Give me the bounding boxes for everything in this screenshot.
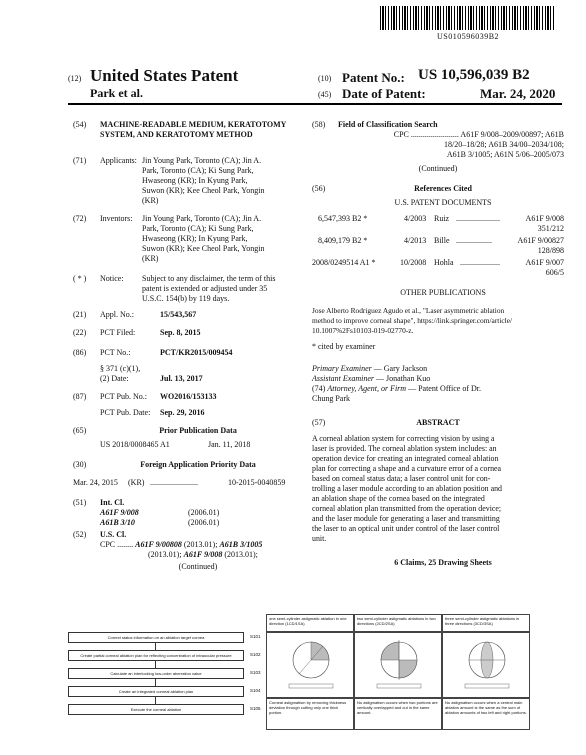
date-of-patent-label: Date of Patent: bbox=[342, 86, 426, 101]
table-footer: No astigmatism occurs when a central main ablation amount is the same as the sum of ablation amounts of two left and right portions. bbox=[442, 698, 530, 730]
document-type: United States Patent bbox=[90, 66, 239, 85]
table-footer: No astigmatism occurs when two portions are vertically overlapped and cut in the same amount. bbox=[354, 698, 442, 730]
flow-step: Create partial corneal ablation plan for reflecting concentration of intraocular pressure bbox=[68, 650, 244, 661]
uscl-line-1: CPC ........ A61F 9/00808 (2013.01); A61B 3/1005 bbox=[100, 540, 263, 549]
code-87: (87) bbox=[73, 392, 87, 401]
pct-number: PCT/KR2015/009454 bbox=[160, 348, 233, 357]
patent-no-label: Patent No.: bbox=[342, 70, 405, 85]
pct-pub-date: Sep. 29, 2016 bbox=[160, 408, 205, 417]
appl-number: 15/543,567 bbox=[160, 310, 197, 319]
flow-step-label: S104 bbox=[250, 688, 261, 693]
notice-value: Subject to any disclaimer, the term of this patent is extended or adjusted under 35 U.S.C. 154(b) by 119 days. bbox=[142, 274, 276, 303]
code-12: (12) bbox=[68, 74, 82, 83]
flow-step: Execute the corneal ablation bbox=[68, 704, 244, 715]
pct-filed-label: PCT Filed: bbox=[100, 328, 136, 337]
intcl-label: Int. Cl. bbox=[100, 498, 125, 507]
ablation-diagram-3 bbox=[445, 634, 529, 696]
ablation-diagram-1 bbox=[269, 634, 353, 696]
table-header: one semi-cylinder astigmatic ablation in one direction (1CD/1SA) bbox=[266, 614, 354, 632]
patent-title: MACHINE-READABLE MEDIUM, KERATOTOMY SYSTEM, AND KERATOTOMY METHOD bbox=[100, 120, 287, 139]
uscl-label: U.S. Cl. bbox=[100, 530, 127, 539]
attorney-continued: Chung Park bbox=[312, 394, 350, 403]
references-heading: References Cited bbox=[414, 184, 472, 193]
code-10: (10) bbox=[318, 74, 332, 83]
foreign-date: Mar. 24, 2015 bbox=[73, 478, 118, 487]
other-publications-heading: OTHER PUBLICATIONS bbox=[400, 288, 486, 297]
code-45: (45) bbox=[318, 90, 332, 99]
pct-pub-number: WO2016/153133 bbox=[160, 392, 217, 401]
pct-no-label: PCT No.: bbox=[100, 348, 131, 357]
us-patent-docs-heading: U.S. PATENT DOCUMENTS bbox=[394, 198, 492, 207]
diagram-cell bbox=[266, 632, 354, 698]
header-rule bbox=[68, 103, 562, 105]
barcode-number: US010596039B2 bbox=[436, 32, 500, 41]
abstract-text: A corneal ablation system for correcting vision by using a laser is provided. The corneal ablation system includes: an operation device for creating an integrated corneal ablation plan for correcting a shape and a curvature error of a cornea based on corneal status data; a laser control unit for con- trolling a laser module according to an ablation position and an ablation shape of the cornea based on the integrated corneal ablation plan transmitted from the operation device; and the laser module for generating a laser and transmitting the laser to an optical unit under control of the laser control unit. bbox=[312, 434, 502, 543]
flow-step-label: S102 bbox=[250, 652, 261, 657]
assistant-examiner: Assistant Examiner — Jonathan Kuo bbox=[312, 374, 431, 383]
attorney: (74) Attorney, Agent, or Firm — Patent Office of Dr. bbox=[312, 384, 482, 393]
appl-label: Appl. No.: bbox=[100, 310, 134, 319]
flow-arrow bbox=[155, 697, 156, 704]
pct-pub-no-label: PCT Pub. No.: bbox=[100, 392, 147, 401]
flow-step: Correct status information on an ablation target cornea bbox=[68, 632, 244, 643]
flow-step-label: S105 bbox=[250, 706, 261, 711]
diagram-cell bbox=[354, 632, 442, 698]
code-51: (51) bbox=[73, 498, 87, 507]
foreign-dots: ........................ bbox=[150, 478, 198, 487]
code-30: (30) bbox=[73, 460, 87, 469]
intcl-version-1: (2006.01) bbox=[188, 508, 220, 517]
code-22: (22) bbox=[73, 328, 87, 337]
applicants-value: Jin Young Park, Toronto (CA); Jin A. Park, Toronto (CA); Ki Sung Park, Hwaseong (KR); In Kyung Park, Suwon (KR); Kee Cheol Park, Yongin (KR) bbox=[142, 156, 265, 205]
code-86: (86) bbox=[73, 348, 87, 357]
abstract-heading: ABSTRACT bbox=[416, 418, 460, 427]
claims-count: 6 Claims, 25 Drawing Sheets bbox=[394, 558, 492, 567]
flow-step-label: S103 bbox=[250, 670, 261, 675]
table-footer: Corneal astigmatism by removing thickness deviation through cutting only one thick portion. bbox=[266, 698, 354, 730]
intcl-class-2: A61B 3/10 bbox=[100, 518, 135, 527]
applicants-label: Applicants: bbox=[100, 156, 137, 165]
intcl-version-2: (2006.01) bbox=[188, 518, 220, 527]
flow-step: Calculate an interlocking low-order aberration value bbox=[68, 668, 244, 679]
notice-label: Notice: bbox=[100, 274, 124, 283]
diagram-cell bbox=[442, 632, 530, 698]
s371-date: Jul. 13, 2017 bbox=[160, 374, 203, 383]
flow-arrow bbox=[155, 661, 156, 668]
code-notice: ( * ) bbox=[73, 274, 87, 283]
prior-pub-heading: Prior Publication Data bbox=[159, 426, 237, 435]
ablation-diagram-2 bbox=[357, 634, 441, 696]
s371-label-2: (2) Date: bbox=[100, 374, 129, 383]
pct-filed-date: Sep. 8, 2015 bbox=[160, 328, 201, 337]
code-71: (71) bbox=[73, 156, 87, 165]
code-65: (65) bbox=[73, 426, 87, 435]
table-header: two semi-cylinder astigmatic ablations in two directions (2CD/2SA) bbox=[354, 614, 442, 632]
code-52: (52) bbox=[73, 530, 87, 539]
inventor-short: Park et al. bbox=[90, 86, 143, 100]
s371-label-1: § 371 (c)(1), bbox=[100, 364, 141, 373]
inventors-label: Inventors: bbox=[100, 214, 133, 223]
barcode bbox=[380, 6, 556, 30]
table-header: three semi-cylinder astigmatic ablations in three directions (3CD/3SA) bbox=[442, 614, 530, 632]
foreign-priority-heading: Foreign Application Priority Data bbox=[140, 460, 256, 469]
field-search-heading: Field of Classification Search bbox=[338, 120, 438, 129]
flow-arrow bbox=[155, 679, 156, 686]
pct-pub-date-label: PCT Pub. Date: bbox=[100, 408, 151, 417]
intcl-class-1: A61F 9/008 bbox=[100, 508, 139, 517]
code-54: (54) bbox=[73, 120, 87, 129]
flow-step: Create an integrated corneal ablation plan bbox=[68, 686, 244, 697]
flow-step-label: S101 bbox=[250, 634, 261, 639]
patent-number: US 10,596,039 B2 bbox=[418, 67, 530, 83]
foreign-number: 10-2015-0040859 bbox=[228, 478, 286, 487]
code-72: (72) bbox=[73, 214, 87, 223]
code-56: (56) bbox=[312, 184, 326, 193]
uscl-continued: (Continued) bbox=[178, 562, 218, 571]
code-58: (58) bbox=[312, 120, 326, 129]
field-search-continued: (Continued) bbox=[418, 164, 458, 173]
foreign-country: (KR) bbox=[128, 478, 145, 487]
cited-by-examiner: * cited by examiner bbox=[312, 342, 376, 351]
inventors-value: Jin Young Park, Toronto (CA); Jin A. Park, Toronto (CA); Ki Sung Park, Hwaseong (KR); In Kyung Park, Suwon (KR); Kee Cheol Park, Yongin (KR) bbox=[142, 214, 265, 263]
field-search-lines: CPC ........................ A61F 9/008–2009/00897; A61B 18/20–18/28; A61B 34/00–2034/108; A61B 3/1005; A61N 5/06–2005/073 bbox=[393, 130, 564, 159]
prior-pub-date: Jan. 11, 2018 bbox=[208, 440, 251, 449]
flow-arrow bbox=[155, 643, 156, 650]
primary-examiner: Primary Examiner — Gary Jackson bbox=[312, 364, 428, 373]
code-21: (21) bbox=[73, 310, 87, 319]
code-57: (57) bbox=[312, 418, 326, 427]
date-of-patent: Mar. 24, 2020 bbox=[480, 86, 556, 101]
uscl-line-2: (2013.01); A61F 9/008 (2013.01); bbox=[148, 550, 258, 559]
prior-pub-number: US 2018/0008465 A1 bbox=[100, 440, 170, 449]
other-publications-text: Jose Alberto Rodriguez Agudo et al., "Laser asymmetric ablation method to improve corneal shape", https://link.springer.com/article/ 10.1007%2Fs10103-019-02770-z. bbox=[312, 306, 513, 335]
